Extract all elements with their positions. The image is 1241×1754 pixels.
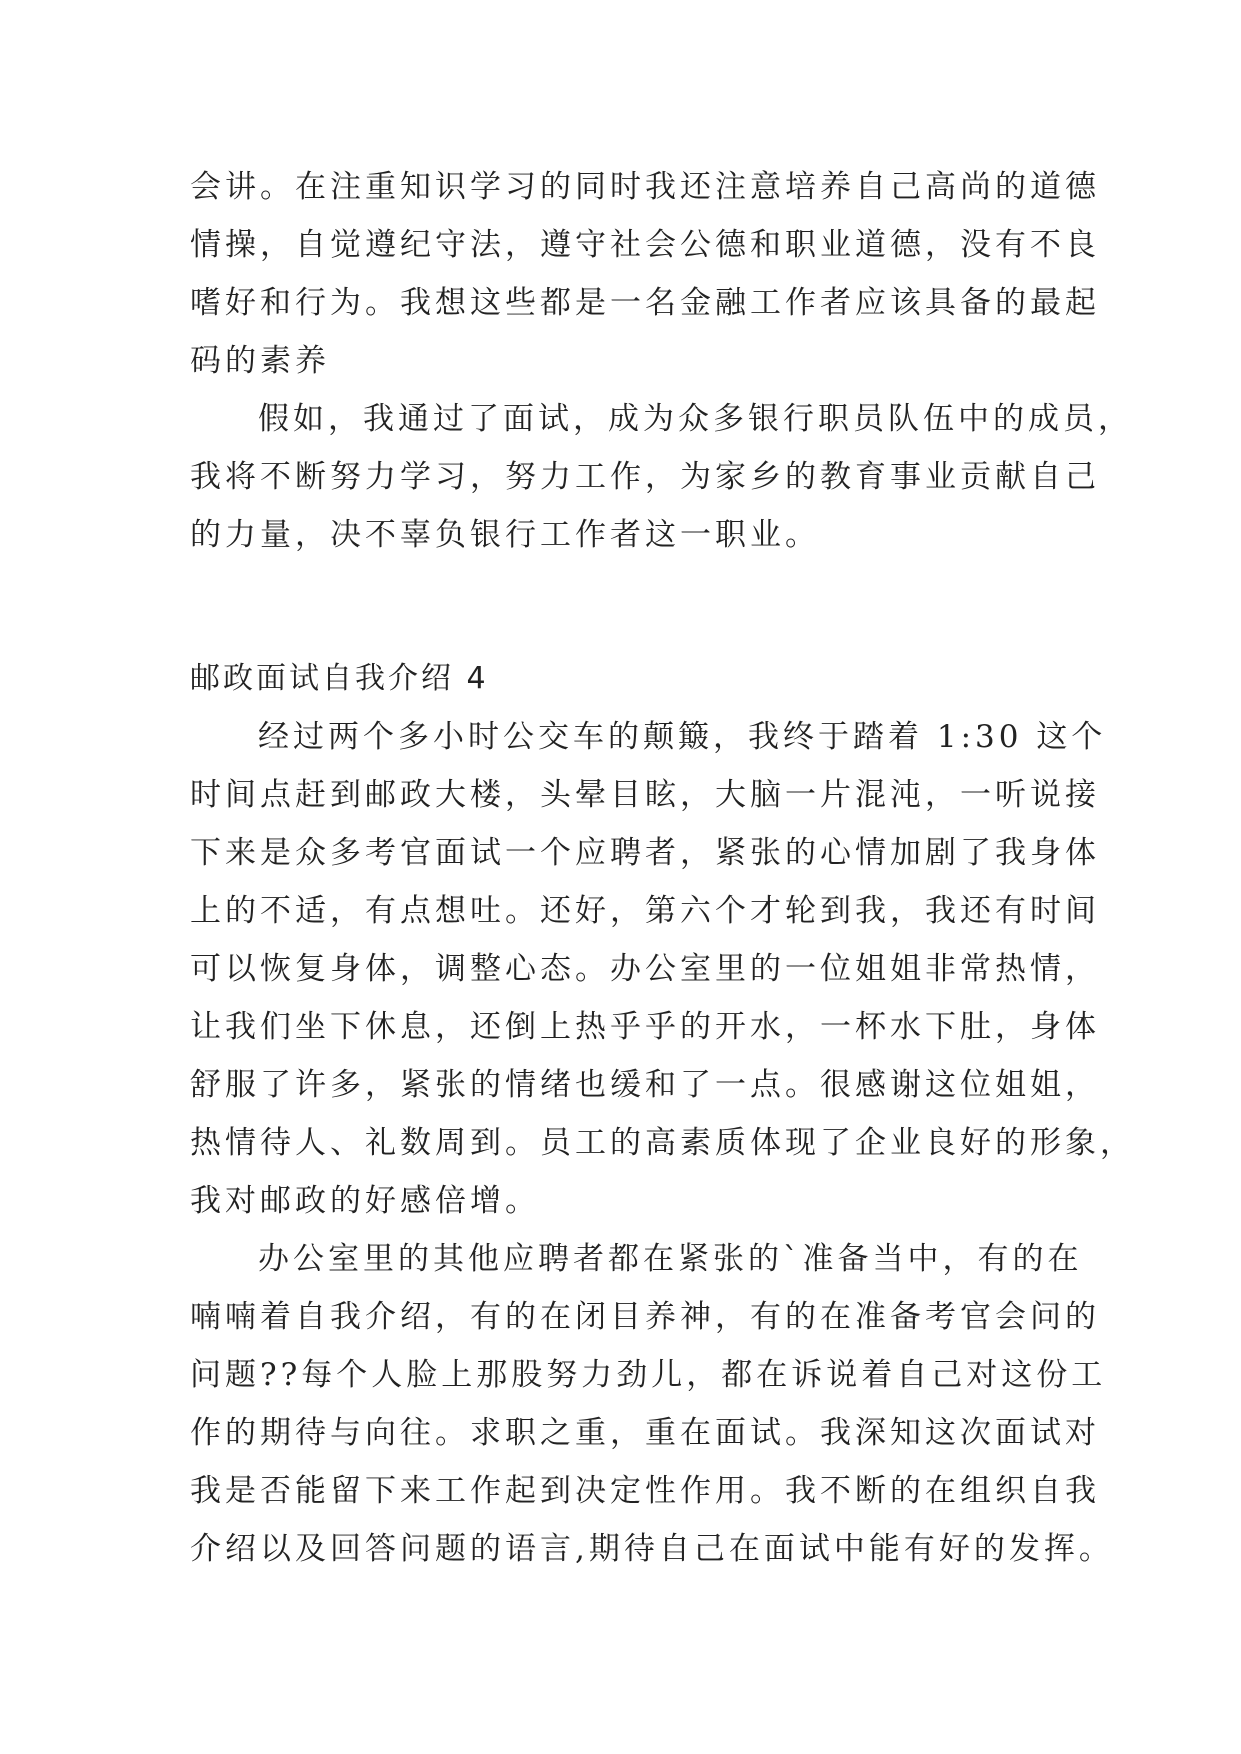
- text-line: 我是否能留下来工作起到决定性作用。我不断的在组织自我: [190, 1473, 1100, 1509]
- text-line: 上的不适，有点想吐。还好，第六个才轮到我，我还有时间: [190, 893, 1100, 929]
- text-line: 情操，自觉遵纪守法，遵守社会公德和职业道德，没有不良: [190, 227, 1100, 263]
- text-line: 舒服了许多，紧张的情绪也缓和了一点。很感谢这位姐姐，: [190, 1067, 1100, 1103]
- text-line: 问题??每个人脸上那股努力劲儿，都在诉说着自己对这份工: [190, 1357, 1107, 1393]
- text-line: 我将不断努力学习，努力工作，为家乡的教育事业贡献自己: [190, 459, 1100, 495]
- text-line: 会讲。在注重知识学习的同时我还注意培养自己高尚的道德: [190, 169, 1100, 205]
- text-line: 喃喃着自我介绍，有的在闭目养神，有的在准备考官会问的: [190, 1299, 1100, 1335]
- paragraph-4: [190, 1230, 1114, 1578]
- text-line: 可以恢复身体，调整心态。办公室里的一位姐姐非常热情，: [190, 951, 1100, 987]
- text-line: 我对邮政的好感倍增。: [190, 1183, 540, 1219]
- text-line: 时间点赶到邮政大楼，头晕目眩，大脑一片混沌，一听说接: [190, 777, 1100, 813]
- text-line: 嗜好和行为。我想这些都是一名金融工作者应该具备的最起: [190, 285, 1100, 321]
- document-body: [190, 158, 1135, 1578]
- paragraph-2: [190, 390, 1133, 564]
- text-line: 码的素养: [190, 343, 330, 379]
- text-line: 介绍以及回答问题的语言,期待自己在面试中能有好的发挥。: [190, 1531, 1114, 1567]
- text-line: 下来是众多考官面试一个应聘者，紧张的心情加剧了我身体: [190, 835, 1100, 871]
- text-line: 作的期待与向往。求职之重，重在面试。我深知这次面试对: [190, 1415, 1100, 1451]
- text-line: 假如，我通过了面试，成为众多银行职员队伍中的成员，: [258, 401, 1133, 437]
- text-line: 热情待人、礼数周到。员工的高素质体现了企业良好的形象，: [190, 1125, 1135, 1161]
- paragraph-3: [190, 708, 1135, 1230]
- section-heading: 邮政面试自我介绍 4: [190, 661, 489, 696]
- text-line: 办公室里的其他应聘者都在紧张的`准备当中，有的在: [258, 1241, 1083, 1277]
- text-line: 的力量，决不辜负银行工作者这一职业。: [190, 517, 820, 553]
- section-spacer: [190, 564, 1060, 650]
- paragraph-1: [190, 158, 1100, 390]
- text-line: 经过两个多小时公交车的颠簸，我终于踏着 1:30 这个: [258, 719, 1107, 755]
- text-line: 让我们坐下休息，还倒上热乎乎的开水，一杯水下肚，身体: [190, 1009, 1100, 1045]
